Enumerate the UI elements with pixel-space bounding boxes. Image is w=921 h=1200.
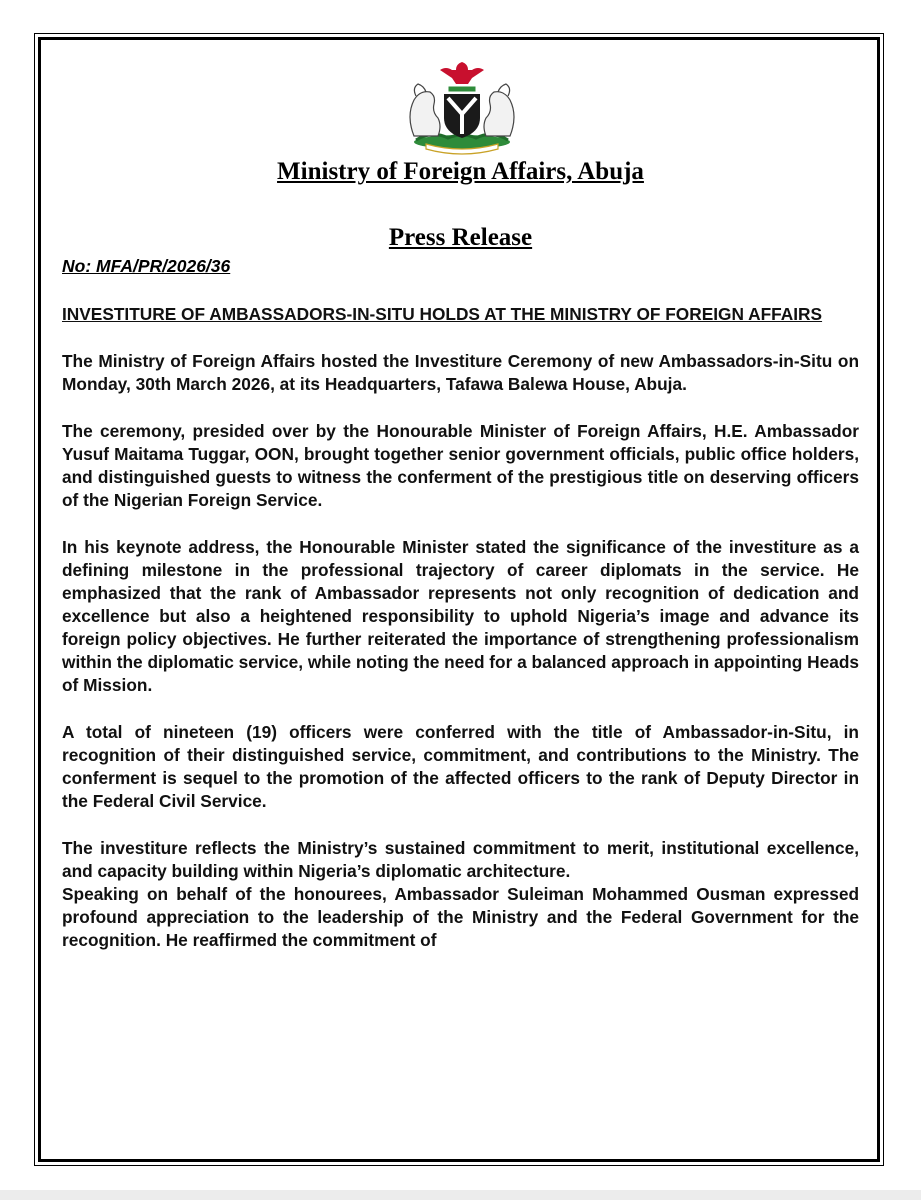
paragraph: Speaking on behalf of the honourees, Ambassador Suleiman Mohammed Ousman expressed profound appreciation to the leadership of the Ministry and the Federal Government for the recognition. He reaffirmed the commitment of [62, 884, 859, 950]
coat-of-arms-icon [392, 56, 532, 156]
paragraph: The ceremony, presided over by the Honourable Minister of Foreign Affairs, H.E. Ambassador Yusuf Maitama Tuggar, OON, brought together senior government officials, public office holders, and distinguished guests to witness the conferment of the prestigious title on deserving officers of the Nigerian Foreign Service. [62, 421, 859, 510]
press-release-body [62, 303, 859, 952]
headline: INVESTITURE OF AMBASSADORS-IN-SITU HOLDS AT THE MINISTRY OF FOREIGN AFFAIRS [62, 304, 823, 324]
ministry-title: Ministry of Foreign Affairs, Abuja [277, 158, 644, 185]
paragraph: The Ministry of Foreign Affairs hosted the Investiture Ceremony of new Ambassadors-in-Situ on Monday, 30th March 2026, at its Headquarters, Tafawa Balewa House, Abuja. [62, 351, 859, 394]
document-type: Press Release [388, 224, 533, 251]
reference-number: No: MFA/PR/2026/36 [62, 256, 231, 276]
paragraph: The investiture reflects the Ministry’s sustained commitment to merit, institutional excellence, and capacity building within Nigeria’s diplomatic architecture. [62, 838, 859, 881]
paragraph: A total of nineteen (19) officers were conferred with the title of Ambassador-in-Situ, in recognition of their distinguished service, commitment, and contributions to the Ministry. The conferment is sequel to the promotion of the affected officers to the rank of Deputy Director in the Federal Civil Service. [62, 722, 859, 811]
paragraph: In his keynote address, the Honourable Minister stated the significance of the investiture as a defining milestone in the professional trajectory of career diplomats in the service. He emphasized that the rank of Ambassador represents not only recognition of dedication and excellence but also a heightened responsibility to uphold Nigeria’s image and advance its foreign policy objectives. He further reiterated the importance of strengthening professionalism within the diplomatic service, while noting the need for a balanced approach in appointing Heads of Mission. [62, 537, 859, 695]
